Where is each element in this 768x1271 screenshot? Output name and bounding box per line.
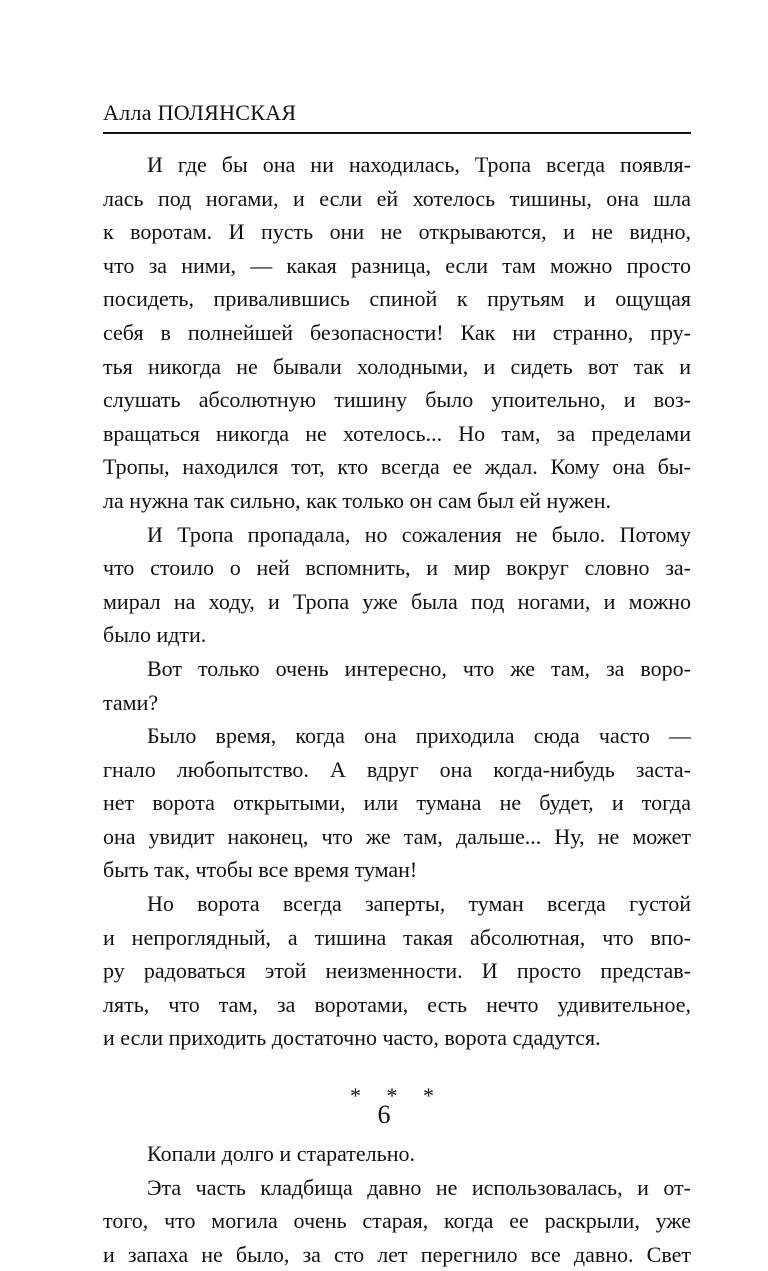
text-line: было идти. [103,622,207,648]
text-line: что стоило о ней вспомнить, и мир вокруг словно за- [103,555,691,581]
text-line: тья никогда не бывали холодными, и сидеть вот так и [103,353,691,379]
text-line: Вот только очень интересно, что же там, за воро- [147,655,691,681]
text-line: что за ними, — какая разница, если там можно просто [103,252,691,278]
section-separator: * * * [350,1083,444,1109]
text-line: лять, что там, за воротами, есть нечто удивительное, [103,991,691,1017]
text-line: быть так, чтобы все время туман! [103,857,418,883]
text-line: ла нужна так сильно, как только он сам был ей нужен. [103,487,611,513]
text-line: вращаться никогда не хотелось... Но там, за пределами [103,420,691,446]
text-line: слушать абсолютную тишину было упоительно, и воз- [103,387,691,413]
text-line: Копали долго и старательно. [147,1141,415,1167]
text-line: к воротам. И пусть они не открываются, и не видно, [103,219,691,245]
text-line: и запаха не было, за сто лет перегнило все давно. Свет [103,1241,691,1267]
text-block-1 [103,148,691,1055]
text-line: И Тропа пропадала, но сожаления не было. Потому [147,521,691,547]
text-line: она увидит наконец, что же там, дальше... Ну, не может [103,823,691,849]
text-line: Тропы, находился тот, кто всегда ее ждал. Кому она бы- [103,454,691,480]
text-line: и непроглядный, а тишина такая абсолютная, что впо- [103,924,691,950]
text-line: лась под ногами, и если ей хотелось тишины, она шла [103,185,691,211]
text-line: и если приходить достаточно часто, ворота сдадутся. [103,1025,601,1051]
text-line: И где бы она ни находилась, Тропа всегда появля- [147,152,691,177]
text-line: себя в полнейшей безопасности! Как ни странно, пру- [103,319,691,345]
text-line: гнало любопытство. А вдруг она когда-нибудь заста- [103,756,691,782]
text-line: нет ворота открытыми, или тумана не будет, и тогда [103,790,691,816]
text-line: ру радоваться этой неизменности. И просто представ- [103,958,691,984]
text-block-2 [103,1137,691,1271]
text-line: того, что могила очень старая, когда ее раскрыли, уже [103,1208,691,1234]
text-line: Было время, когда она приходила сюда часто — [147,723,691,749]
text-line: Эта часть кладбища давно не использовалась, и от- [147,1174,691,1200]
header-rule [103,132,691,134]
text-line: посидеть, привалившись спиной к прутьям и ощущая [103,286,691,312]
text-line: мирал на ходу, и Тропа уже была под ногами, и можно [103,588,691,614]
page-number: 6 [377,1100,391,1129]
text-line: Но ворота всегда заперты, туман всегда густой [147,891,691,917]
running-head: Алла ПОЛЯНСКАЯ [103,100,297,125]
text-line: тами? [103,689,159,715]
